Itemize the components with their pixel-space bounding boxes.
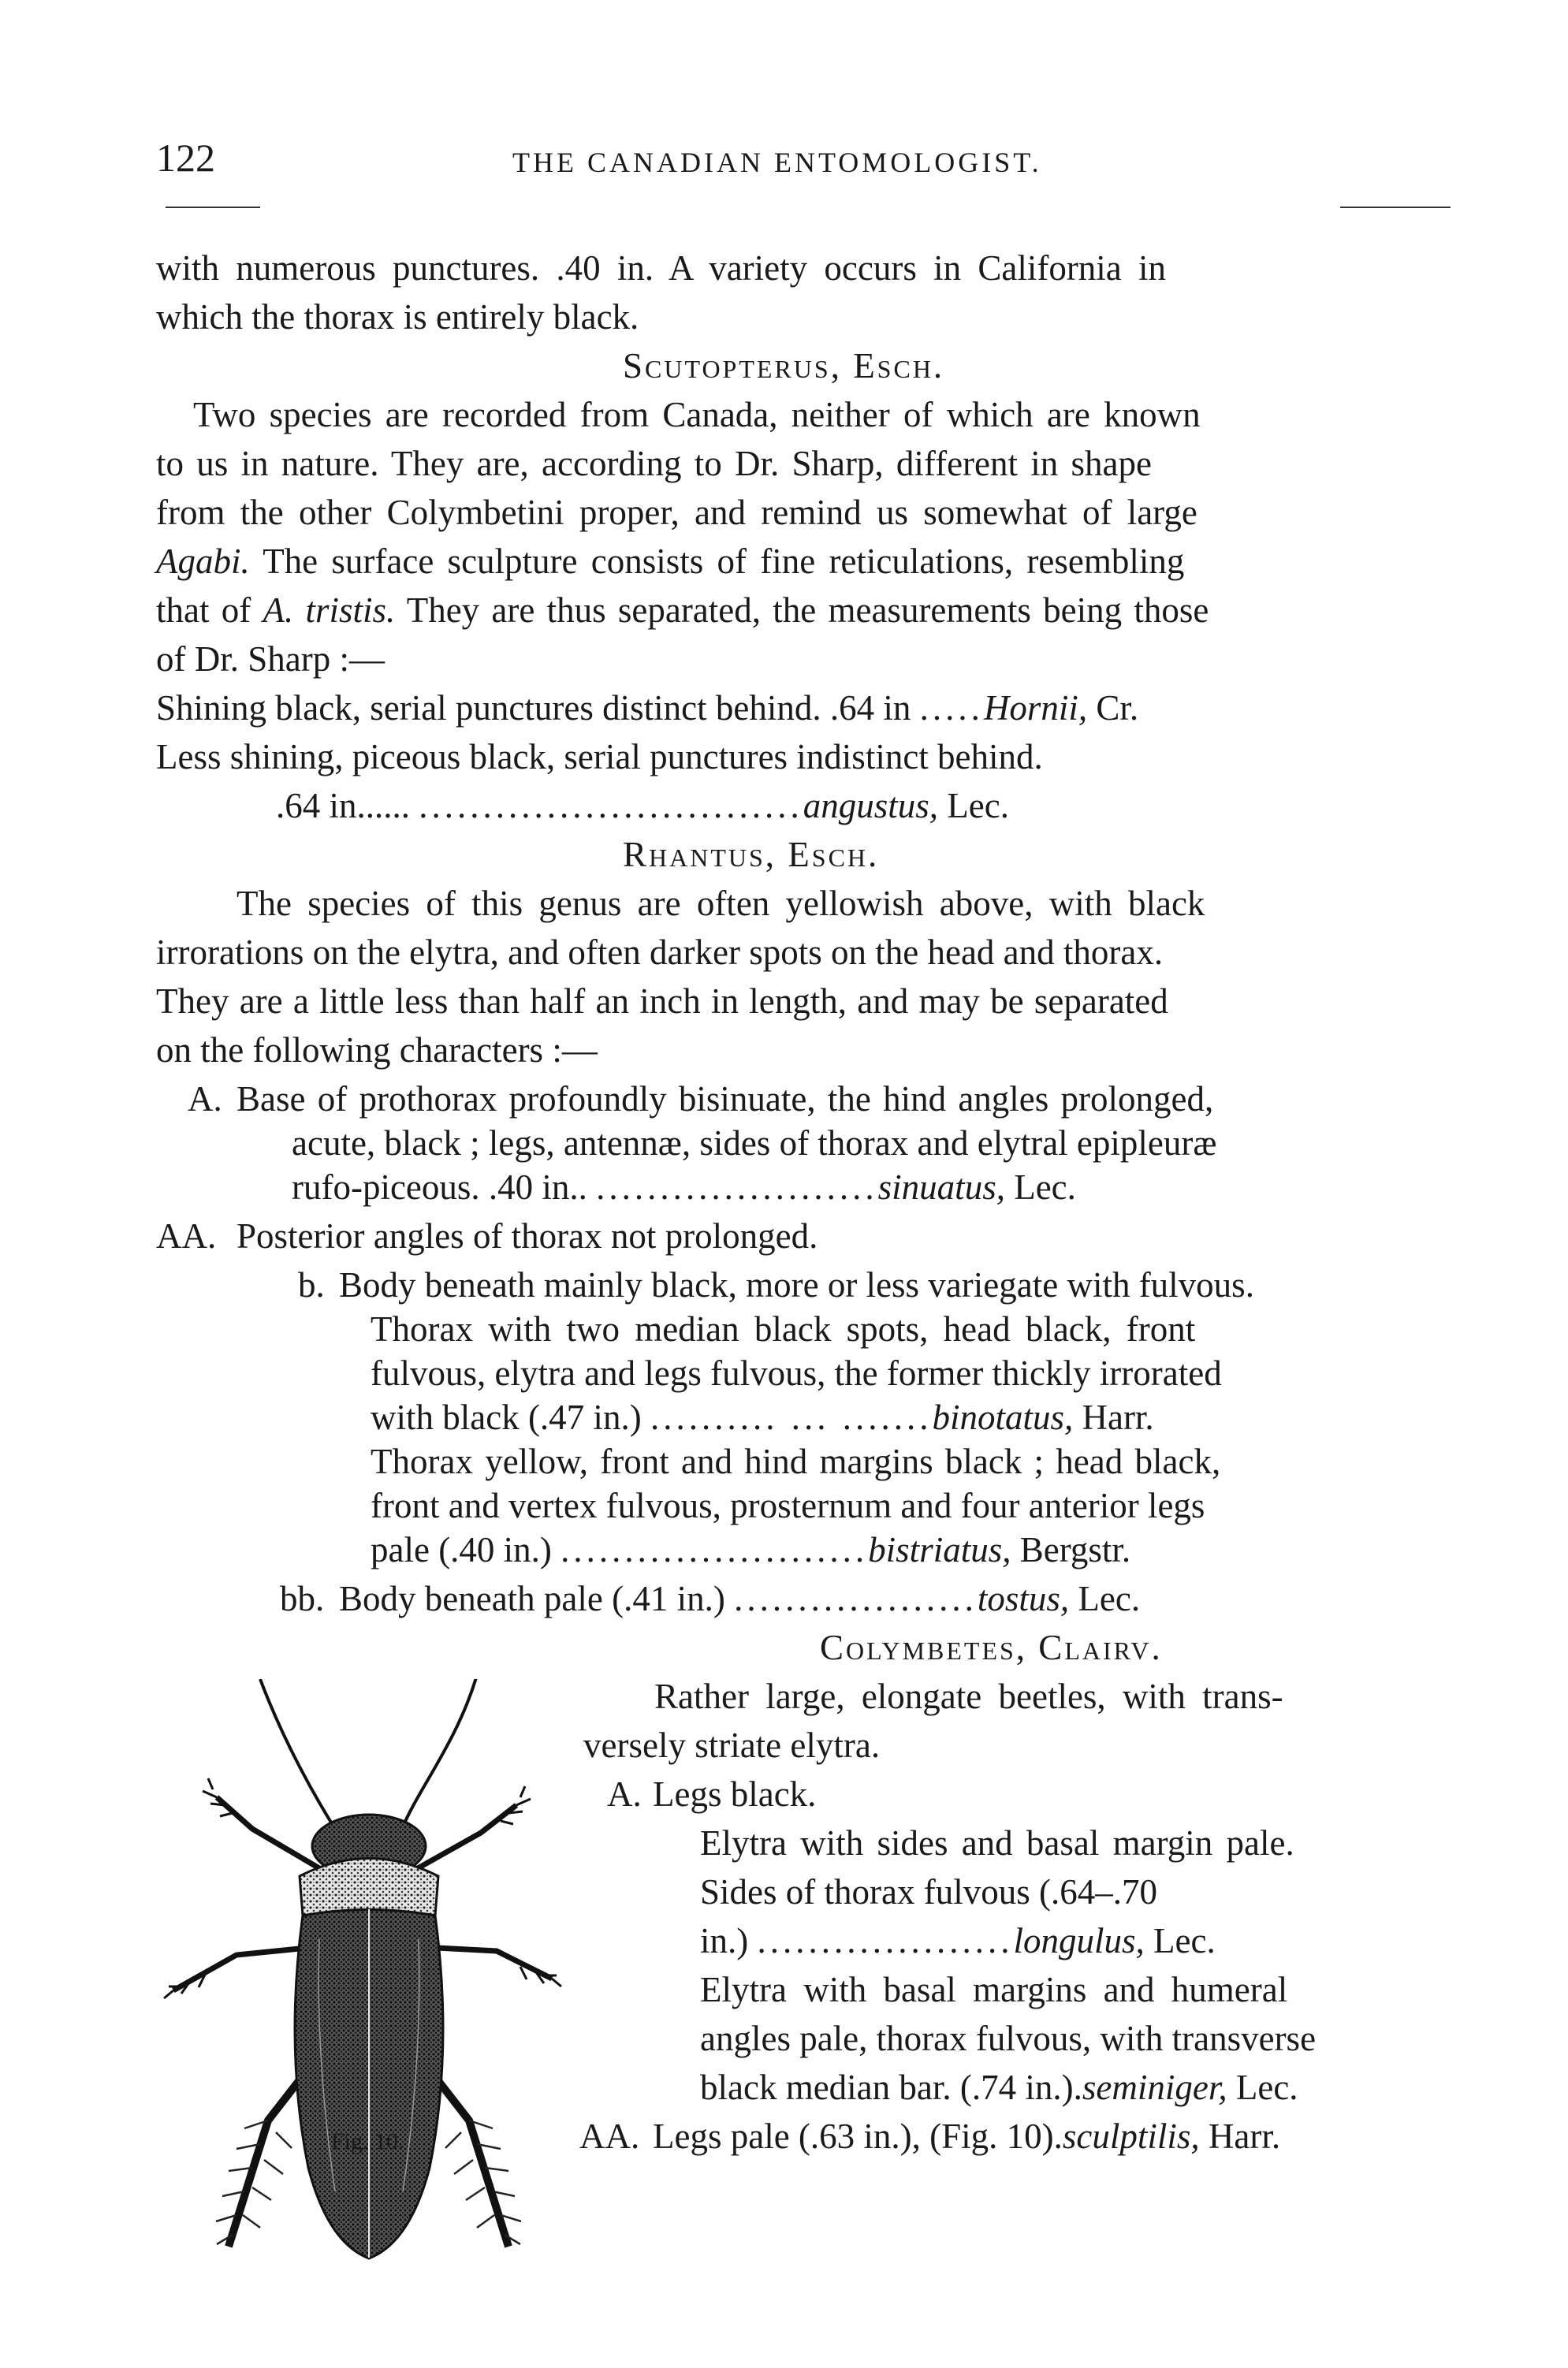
species-name: Agabi. bbox=[156, 542, 250, 581]
leader-dots: .............................. bbox=[419, 786, 803, 825]
text-span: that of bbox=[156, 590, 251, 630]
header-rule-left bbox=[166, 207, 260, 208]
key-line bbox=[700, 2065, 1298, 2109]
key-line: Elytra with basal margins and humeral bbox=[700, 1970, 1288, 2009]
leader-dots: ........................ bbox=[561, 1530, 869, 1569]
key-line: Thorax yellow, front and hind margins black ; head black, bbox=[371, 1442, 1221, 1481]
text-line bbox=[156, 588, 1209, 632]
author-name: Cr. bbox=[1096, 688, 1139, 728]
section-heading-colymbetes: Colymbetes, Clairv. bbox=[820, 1628, 1163, 1667]
leader-dots: ................... bbox=[734, 1579, 978, 1618]
key-line: Sides of thorax fulvous (.64–.70 bbox=[700, 1872, 1157, 1912]
leader-dots: .......... ... ....... bbox=[650, 1398, 933, 1437]
author-name: Lec. bbox=[1235, 2068, 1298, 2107]
author-name: Lec. bbox=[947, 786, 1009, 825]
species-name: tostus, bbox=[977, 1579, 1070, 1618]
key-label: bb. bbox=[280, 1579, 325, 1618]
key-text: black median bar. (.74 in.). bbox=[700, 2068, 1082, 2107]
key-line: acute, black ; legs, antennæ, sides of thorax and elytral epipleuræ bbox=[292, 1123, 1217, 1163]
text-line: from the other Colymbetini proper, and remind us somewhat of large bbox=[156, 493, 1197, 532]
key-line: fulvous, elytra and legs fulvous, the former thickly irrorated bbox=[371, 1353, 1222, 1393]
species-name: longulus, bbox=[1013, 1921, 1145, 1960]
leader-dots: ...................... bbox=[596, 1167, 878, 1207]
text-span: The surface sculpture consists of fine reticulations, resembling bbox=[263, 542, 1185, 581]
key-text: in.) bbox=[700, 1921, 749, 1960]
author-name: Harr. bbox=[1082, 1398, 1154, 1437]
author-name: Lec. bbox=[1078, 1579, 1141, 1618]
key-line bbox=[276, 784, 1009, 828]
text-line: Two species are recorded from Canada, neither of which are known bbox=[193, 395, 1201, 434]
figure-caption: Fig. 10. bbox=[331, 2128, 404, 2154]
leader-dots: .................... bbox=[757, 1921, 1014, 1960]
key-text: Legs pale (.63 in.), (Fig. 10). bbox=[653, 2117, 1063, 2156]
running-title: THE CANADIAN ENTOMOLOGIST. bbox=[512, 147, 1042, 178]
key-line: Base of prothorax profoundly bisinuate, the hind angles prolonged, bbox=[237, 1079, 1214, 1119]
leader-dots: ..... bbox=[919, 688, 984, 728]
key-text: with black (.47 in.) bbox=[371, 1398, 642, 1437]
text-line: Rather large, elongate beetles, with trans- bbox=[654, 1677, 1283, 1716]
author-name: Lec. bbox=[1153, 1921, 1216, 1960]
key-label: b. bbox=[298, 1265, 325, 1305]
text-line: of Dr. Sharp :— bbox=[156, 639, 385, 679]
text-line: They are a little less than half an inch in length, and may be separated bbox=[156, 981, 1168, 1021]
text-span: They are thus separated, the measurements being those bbox=[406, 590, 1209, 630]
author-name: Lec. bbox=[1014, 1167, 1076, 1207]
key-line bbox=[371, 1528, 1130, 1572]
key-line bbox=[292, 1165, 1076, 1209]
species-name: sculptilis, bbox=[1062, 2117, 1200, 2156]
key-label: AA. bbox=[156, 1216, 217, 1256]
key-line bbox=[156, 686, 1138, 730]
text-line: irrorations on the elytra, and often darker spots on the head and thorax. bbox=[156, 933, 1164, 972]
key-line bbox=[371, 1395, 1154, 1439]
key-label: AA. bbox=[579, 2117, 640, 2156]
species-name: A. tristis. bbox=[263, 590, 396, 630]
key-line: Body beneath mainly black, more or less variegate with fulvous. bbox=[339, 1265, 1254, 1305]
key-line bbox=[653, 2114, 1280, 2158]
text-line: with numerous punctures. .40 in. A variety occurs in California in bbox=[156, 248, 1167, 288]
key-text: Body beneath pale (.41 in.) bbox=[339, 1579, 725, 1618]
key-line: Legs black. bbox=[653, 1774, 817, 1814]
text-line: on the following characters :— bbox=[156, 1030, 598, 1070]
key-line: front and vertex fulvous, prosternum and four anterior legs bbox=[371, 1486, 1205, 1525]
species-name: sinuatus, bbox=[877, 1167, 1005, 1207]
key-label: A. bbox=[607, 1774, 642, 1814]
key-line: angles pale, thorax fulvous, with transverse bbox=[700, 2019, 1317, 2058]
page-number: 122 bbox=[156, 136, 215, 180]
text-line bbox=[156, 539, 1184, 583]
section-heading-rhantus: Rhantus, Esch. bbox=[623, 835, 880, 874]
beetle-illustration bbox=[158, 1679, 599, 2302]
key-line: Less shining, piceous black, serial punctures indistinct behind. bbox=[156, 737, 1043, 776]
author-name: Harr. bbox=[1208, 2117, 1281, 2156]
key-line: Thorax with two median black spots, head black, front bbox=[371, 1309, 1196, 1349]
key-text: Shining black, serial punctures distinct behind. .64 in bbox=[156, 688, 911, 728]
author-name: Bergstr. bbox=[1019, 1530, 1131, 1569]
key-line bbox=[339, 1577, 1140, 1621]
section-heading-scutopterus: Scutopterus, Esch. bbox=[623, 346, 945, 385]
species-name: bistriatus, bbox=[868, 1530, 1011, 1569]
species-name: seminiger, bbox=[1082, 2068, 1227, 2107]
key-text: .64 in...... bbox=[276, 786, 411, 825]
key-line bbox=[700, 1919, 1216, 1963]
text-line: The species of this genus are often yellowish above, with black bbox=[237, 884, 1205, 923]
key-line: Elytra with sides and basal margin pale. bbox=[700, 1823, 1294, 1863]
header-rule-right bbox=[1340, 207, 1451, 208]
key-text: pale (.40 in.) bbox=[371, 1530, 552, 1569]
species-name: Hornii, bbox=[983, 688, 1088, 728]
text-line: versely striate elytra. bbox=[583, 1726, 881, 1765]
key-line: Posterior angles of thorax not prolonged. bbox=[237, 1216, 818, 1256]
key-text: rufo-piceous. .40 in.. bbox=[292, 1167, 587, 1207]
species-name: angustus, bbox=[803, 786, 939, 825]
text-line: to us in nature. They are, according to Dr. Sharp, different in shape bbox=[156, 444, 1152, 483]
key-label: A. bbox=[188, 1079, 222, 1119]
species-name: binotatus, bbox=[932, 1398, 1074, 1437]
text-line: which the thorax is entirely black. bbox=[156, 297, 639, 337]
